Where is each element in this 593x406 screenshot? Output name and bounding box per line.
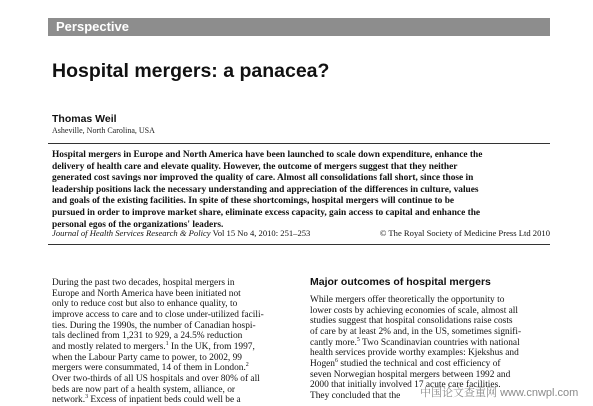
body-line: improve access to care and to close under-utilized facili- (52, 309, 264, 320)
body-line: Europe and North America have been initiated not (52, 288, 241, 299)
body-text: Excess of inpatient beds could well be a (88, 395, 241, 406)
body-line (52, 342, 296, 353)
body-text: Two Scandinavian countries with national (359, 337, 520, 348)
reference-marker: 3 (85, 394, 89, 401)
body-line: when the Labour Party came to power, to 2002, 99 (52, 352, 242, 363)
reference-marker: 6 (335, 357, 338, 364)
abstract-line: leadership positions lack the necessary understanding and appreciation of the differences in culture, values (52, 184, 479, 195)
body-line: beds are now part of a health system, alliance, or (52, 384, 236, 395)
body-line (310, 338, 554, 349)
body-line: tals declined from 1,231 to 929, a 24.5% reduction (52, 331, 243, 342)
body-line: They concluded that the (310, 390, 401, 401)
body-line: During the past two decades, hospital mergers in (52, 278, 235, 288)
body-text: In the UK, from 1997, (168, 341, 255, 352)
body-line (52, 395, 296, 406)
citation-line (52, 228, 550, 238)
watermark (420, 384, 578, 400)
abstract-bottom-rule (48, 244, 550, 245)
section-label: Perspective (48, 18, 550, 36)
abstract (52, 150, 550, 231)
body-text: mergers were consummated, 14 of them in London. (52, 363, 246, 374)
author-affiliation: Asheville, North Carolina, USA (52, 126, 155, 135)
body-line: Over two-thirds of all US hospitals and over 80% of all (52, 373, 260, 384)
body-text: studied the technical and cost efficiency of (338, 358, 501, 369)
body-line: of care by at least 2% and, in the US, sometimes signifi- (310, 326, 522, 337)
abstract-line: generated cost savings nor improved the quality of care. Almost all consolidations fall short, since those in (52, 173, 474, 184)
section-heading: Major outcomes of hospital mergers (310, 276, 491, 288)
body-line: ties. During the 1990s, the number of Canadian hospi- (52, 320, 256, 331)
abstract-line: pursued in order to improve market share, eliminate excess capacity, gain access to capital and enhance the (52, 207, 481, 218)
body-line (52, 363, 296, 374)
reference-marker: 1 (165, 340, 169, 347)
body-line: health services provide worthy examples: Kjekshus and (310, 348, 519, 359)
abstract-line: Hospital mergers in Europe and North America have been launched to scale down expenditure, enhance the (52, 150, 483, 160)
abstract-top-rule (48, 143, 550, 144)
watermark-url: www.cnwpl.com (500, 387, 579, 399)
body-line: 2000 that initially involved 17 acute care facilities. (310, 380, 501, 391)
abstract-line: personal egos of the organizations' leaders. (52, 219, 224, 230)
author-name: Thomas Weil (52, 113, 117, 125)
reference-marker: 5 (356, 336, 360, 343)
body-text: network. (52, 395, 86, 406)
body-line: While mergers offer theoretically the opportunity to (310, 295, 505, 305)
body-line: seven Norwegian hospital mergers between 1992 and (310, 369, 511, 380)
watermark-text: 中国论文查重网 (420, 387, 497, 399)
abstract-line: and goals of the existing facilities. In spite of these shortcomings, hospital mergers will continue to be (52, 196, 455, 207)
journal-name: Journal of Health Services Research & Policy (52, 228, 211, 238)
article-title: Hospital mergers: a panacea? (52, 60, 330, 82)
body-text: Hogen (310, 358, 335, 369)
body-line (310, 359, 554, 370)
abstract-line: delivery of health care and elevate quality. However, the outcome of mergers suggest that they neither (52, 161, 458, 172)
body-line: lower costs by achieving economies of scale, almost all (310, 305, 519, 316)
copyright-notice: © The Royal Society of Medicine Press Ltd 2010 (379, 228, 550, 238)
reference-marker: 2 (245, 362, 249, 369)
journal-volume: Vol 15 No 4, 2010: 251–253 (212, 228, 311, 238)
body-line: only to reduce cost but also to enhance quality, to (52, 299, 238, 310)
body-text: and mostly related to mergers. (52, 341, 166, 352)
body-column-left (52, 278, 296, 406)
body-text: cantly more. (310, 337, 357, 348)
body-line: studies suggest that hospital consolidations raise costs (310, 316, 513, 327)
